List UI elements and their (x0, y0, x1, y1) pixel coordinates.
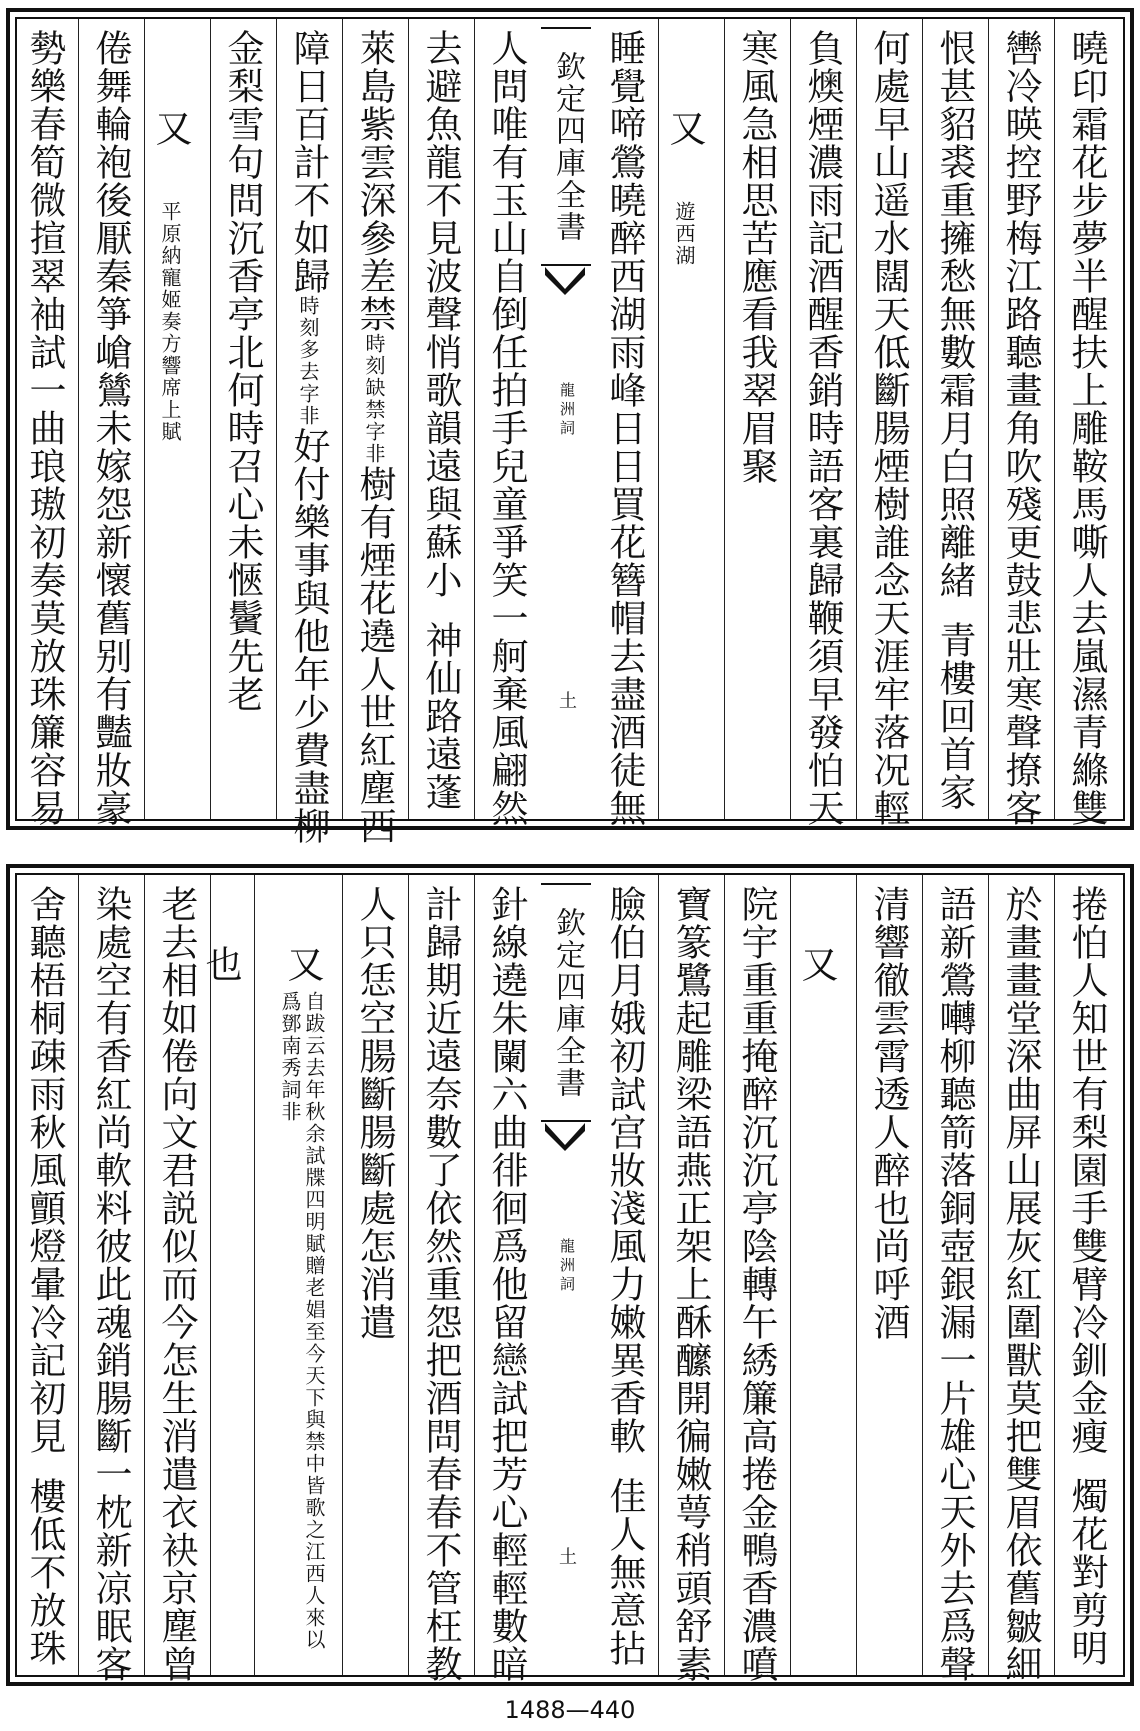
page-number: 土 (559, 1547, 577, 1568)
fish-tail-mark-icon (545, 267, 585, 295)
text-column: 舍聽梧桐疎雨秋風顫燈暈冷記初見樓低不放珠 (23, 885, 66, 1668)
fish-tail-mark-icon (545, 1123, 585, 1151)
text-column: 負燠煙濃雨記酒醒香銷時語客裏歸鞭須早發怕天 (801, 29, 844, 827)
text-column: 捲怕人知世有梨園手雙臂冷釧金瘦燭花對剪明 (1065, 885, 1108, 1668)
text-column: 寒風急相思苦應看我翠眉聚 (735, 29, 778, 485)
text-column: 去避魚龍不見波聲悄歌韻遠與蘇小神仙路遠蓬 (419, 29, 462, 812)
text-column: 勢樂春筍微揎翠袖試一曲琅璈初奏莫放珠簾容易 (23, 29, 66, 827)
section-heading: 又 平原納寵姬奏方響席上賦 (149, 109, 192, 443)
text-column: 何處早山遥水闊天低斷腸煙樹誰念天涯牢落况輕 (867, 29, 910, 827)
book-title: 欽定四庫全書 (541, 27, 591, 266)
text-column: 曉印霜花步夢半醒扶上雕鞍馬嘶人去嵐濕青縧雙 (1065, 29, 1108, 827)
text-column: 計歸期近遠奈數了依然重怨把酒問春春不管枉教 (419, 885, 462, 1683)
text-column: 倦舞輪袍後厭秦箏嵢鷥未嫁怨新懷舊别有豔妝豪 (89, 29, 132, 827)
text-column: 萊島紫雲深參差禁時刻缺禁字非樹有煙花遶人世紅塵西 (353, 29, 396, 845)
text-column: 障日百計不如歸時刻多去字非好付樂事與他年少費盡柳 (287, 29, 330, 845)
section-heading: 又 遊西湖 (663, 109, 706, 267)
text-column: 人問唯有玉山自倒任拍手兒童爭笑一舸棄風翩然 (485, 29, 528, 827)
page-number: 土 (559, 691, 577, 712)
book-title: 欽定四庫全書 (541, 883, 591, 1122)
top-page-frame (15, 17, 1125, 845)
text-column: 清響徹雲霄透人醉也尚呼酒 (867, 885, 910, 1341)
bottom-page-frame (15, 873, 1125, 1683)
text-column: 轡冷暎控野梅江路聽畫角吹殘更鼓悲壯寒聲撩客 (999, 29, 1042, 827)
book-name: 龍洲詞 (558, 382, 576, 439)
text-column: 恨甚貂裘重擁愁無數霜月白照離緒青樓回首家 (933, 29, 976, 812)
page-footer-number: 1488—440 (504, 1696, 636, 1724)
text-column: 也 (199, 945, 242, 983)
top-page (6, 8, 1134, 845)
bottom-page (6, 864, 1134, 1686)
text-column: 院宇重重掩醉沉沉亭陰轉午綉簾高捲金鴨香濃噴 (735, 885, 778, 1683)
text-column: 針線遶朱闌六曲徘徊爲他留戀試把芳心輕輕數暗 (485, 885, 528, 1683)
text-column: 於畫畫堂深曲屏山展灰紅圍獸莫把雙眉依舊皺細 (999, 885, 1042, 1683)
text-column: 人只恁空腸斷腸斷處怎消遣 (353, 885, 396, 1341)
section-heading: 又自跋云去年秋余試牒四明賦贈老娼至今天下與禁中皆歌之江西人來以爲鄧南秀詞非 (278, 945, 326, 1651)
text-column: 語新鶯囀柳聽箭落銅壺銀漏一片雄心天外去爲聲 (933, 885, 976, 1683)
text-column: 臉伯月娥初試宫妝淺風力嫩異香軟佳人無意拈 (603, 885, 646, 1668)
text-column: 老去相如倦向文君説似而今怎生消遣衣袂京塵曾 (155, 885, 198, 1683)
text-column: 染處空有香紅尚軟料彼此魂銷腸斷一枕新凉眠客 (89, 885, 132, 1683)
center-gutter (541, 883, 591, 1667)
text-column: 金梨雪句問沉香亭北何時召心未愜鬢先老 (221, 29, 264, 713)
book-name: 龍洲詞 (558, 1238, 576, 1295)
section-heading: 又 (795, 945, 838, 983)
text-column: 睡覺啼鶯曉醉西湖雨峰日日買花簪帽去盡酒徒無 (603, 29, 646, 827)
center-gutter (541, 27, 591, 811)
text-column: 寶篆鷺起雕梁語燕正架上酥醿開徧嫩萼稍頭舒素 (669, 885, 712, 1683)
